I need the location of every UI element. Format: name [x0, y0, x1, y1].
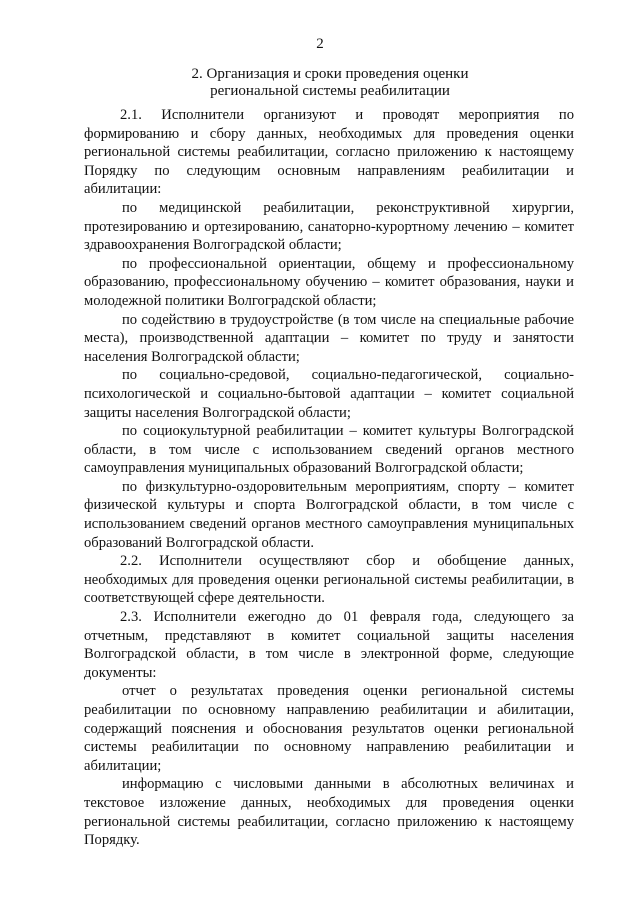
list-item: по профессиональной ориентации, общему и профессиональному образованию, профессиональному обучению – комитет образования, науки и молодежной политики Волгоградской области; — [84, 255, 574, 309]
section-title-line-1: 2. Организация и сроки проведения оценки — [191, 66, 469, 82]
list-item: по социально-средовой, социально-педагогической, социально-психологической и социально-бытовой адаптации – комитет социальной защиты населения Волгоградской области; — [84, 367, 574, 421]
list-item: информацию с числовыми данными в абсолютных величинах и текстовое изложение данных, необходимых для проведения оценки региональной системы реабилитации, согласно приложению к настоящему Порядку. — [84, 776, 574, 849]
list-item: отчет о результатах проведения оценки региональной системы реабилитации по основному направлению реабилитации и абилитации, содержащий пояснения и обоснования результатов оценки региональной системы реабилитации по основному направлению реабилитации и абилитации; — [84, 683, 574, 774]
page-number: 2 — [316, 36, 324, 52]
section-title-line-2: региональной системы реабилитации — [210, 83, 450, 99]
paragraph-2-2: 2.2. Исполнители осуществляют сбор и обобщение данных, необходимых для проведения оценки региональной системы реабилитации, в соответствующей сфере деятельности. — [84, 553, 574, 607]
document-body — [84, 106, 574, 850]
paragraph-2-3: 2.3. Исполнители ежегодно до 01 февраля года, следующего за отчетным, представляют в комитет социальной защиты населения Волгоградской области, в том числе в электронной форме, следующие документы: — [84, 609, 574, 681]
list-item: по физкультурно-оздоровительным мероприятиям, спорту – комитет физической культуры и спорта Волгоградской области, в том числе с использованием сведений органов местного самоуправления муниципальных образований Волгоградской области. — [84, 478, 574, 551]
list-item: по медицинской реабилитации, реконструктивной хирургии, протезированию и ортезированию, санаторно-курортному лечению – комитет здравоохранения Волгоградской области; — [84, 199, 574, 254]
list-item: по социокультурной реабилитации – комитет культуры Волгоградской области, в том числе с использованием сведений органов местного самоуправления муниципальных образований Волгоградской области; — [84, 423, 574, 477]
paragraph-2-1: 2.1. Исполнители организуют и проводят мероприятия по формированию и сбору данных, необходимых для проведения оценки региональной системы реабилитации, согласно приложению к настоящему Порядку по следующим основным направлениям реабилитации и абилитации: — [84, 107, 574, 198]
list-item: по содействию в трудоустройстве (в том числе на специальные рабочие места), производственной адаптации – комитет по труду и занятости населения Волгоградской области; — [84, 311, 574, 365]
section-title — [90, 66, 570, 100]
